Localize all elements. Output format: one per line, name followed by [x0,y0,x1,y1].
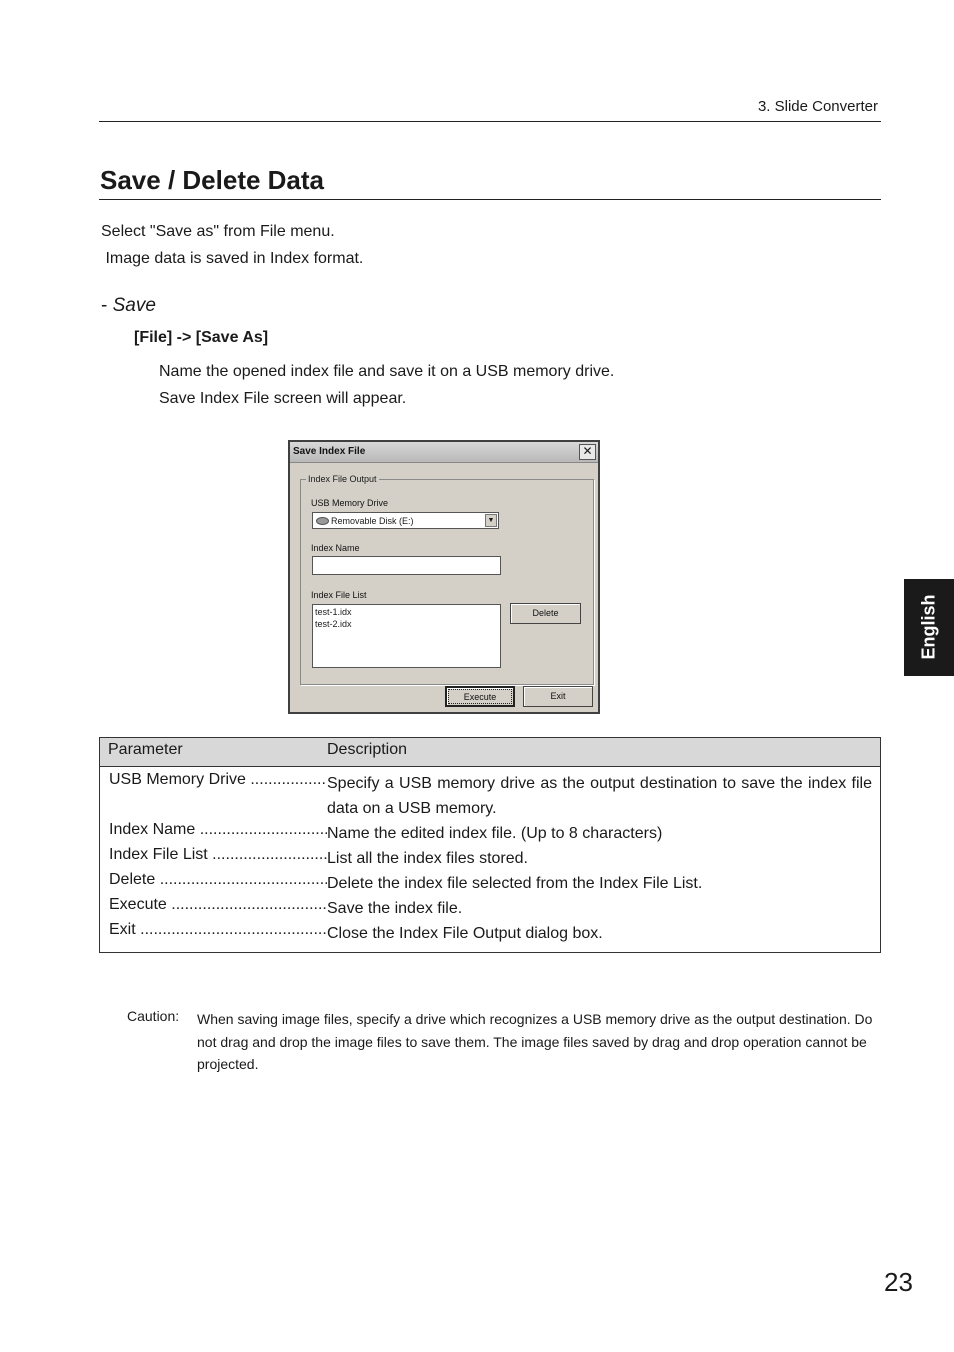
index-name-label: Index Name [311,543,360,553]
param-description: Name the edited index file. (Up to 8 characters) [327,825,663,842]
column-header-parameter: Parameter [108,741,183,758]
chevron-down-icon[interactable]: ▼ [485,514,497,527]
intro-text [101,218,363,272]
parameter-table [99,737,881,953]
param-description: Delete the index file selected from the Index File List. [327,875,703,892]
page-title: Save / Delete Data [100,165,325,195]
param-description: List all the index files stored. [327,850,528,867]
usb-drive-select[interactable] [312,512,499,529]
param-description: Save the index file. [327,900,463,917]
table-row [109,871,872,896]
page-number: 23 [884,1267,913,1297]
menu-path: [File] -> [Save As] [134,329,269,346]
dialog-title-bar [290,442,598,463]
language-tab [904,579,954,676]
execute-button[interactable]: Execute [445,686,515,707]
section-header: 3. Slide Converter [757,98,878,115]
table-header [100,738,880,767]
table-row [109,771,872,817]
index-file-list-label: Index File List [311,590,367,600]
index-file-list[interactable] [312,604,501,668]
param-name: USB Memory Drive ..... [109,771,327,789]
param-name: Index Name ..... [109,821,327,839]
param-description: Close the Index File Output dialog box. [327,925,603,942]
caution-text: When saving image files, specify a drive which recognizes a USB memory drive as the output destination. Do not drag and drop the image files to save them. The image files saved by drag and drop operation cannot be projected. [197,1011,873,1072]
close-icon[interactable]: ✕ [579,444,596,460]
intro-line-2: Image data is saved in Index format. [101,250,364,267]
disk-icon [316,517,329,525]
index-name-input[interactable] [312,556,501,575]
subsection-name: Save [112,295,156,316]
subsection-prefix: - [101,295,113,316]
header-rule [99,121,881,122]
list-item[interactable]: test-2.idx [315,619,352,629]
param-name: Delete ..... [109,871,327,889]
save-index-file-dialog [288,440,600,714]
intro-line-1: Select "Save as" from File menu. [101,223,335,240]
usb-drive-value: Removable Disk (E:) [331,516,414,526]
table-row [109,821,872,846]
table-row [109,846,872,871]
column-header-description: Description [327,741,408,758]
dialog-title: Save Index File [293,446,366,457]
title-rule [99,199,881,200]
usb-drive-label: USB Memory Drive [311,498,389,508]
param-name: Index File List ..... [109,846,327,864]
description-line-2: Save Index File screen will appear. [159,390,407,407]
language-tab-label: English [918,594,939,660]
table-row [109,896,872,921]
param-name: Exit ..... [109,921,327,939]
group-label: Index File Output [308,474,377,484]
description-line-1: Name the opened index file and save it on a USB memory drive. [159,363,615,380]
exit-button[interactable]: Exit [523,686,593,707]
list-item[interactable]: test-1.idx [315,607,352,617]
caution-label: Caution: [127,1008,180,1024]
param-description: Specify a USB memory drive as the output destination to save the index file data on a USB memory. [327,775,872,817]
table-row [109,921,872,946]
delete-button[interactable]: Delete [510,603,581,624]
subsection-heading [101,295,156,317]
param-name: Execute ..... [109,896,327,914]
description-text [159,358,614,412]
